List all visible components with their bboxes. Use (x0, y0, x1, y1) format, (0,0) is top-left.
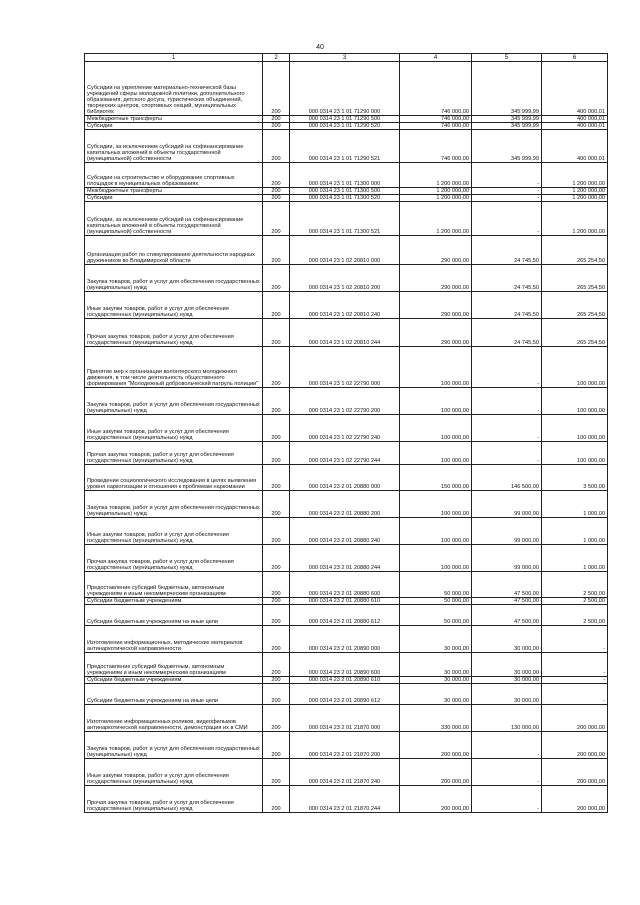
row-executed: 30 000,00 (472, 653, 542, 677)
row-unexecuted: 200 000,00 (542, 705, 608, 732)
row-unexecuted: 100 000,00 (542, 415, 608, 442)
row-unexecuted: 100 000,00 (542, 442, 608, 465)
row-code: 200 (263, 684, 290, 705)
row-code: 200 (263, 62, 290, 116)
row-kbk: 000 0314 23 2 01 20880 240 (290, 518, 400, 545)
row-code: 200 (263, 545, 290, 572)
row-name: Предоставление субсидий бюджетным, автономным учреждениям и иным некоммерческим организациям (85, 653, 263, 677)
row-executed: - (472, 786, 542, 813)
table-row (85, 188, 608, 195)
table-row (85, 545, 608, 572)
row-name: Прочая закупка товаров, работ и услуг для обеспечения государственных (муниципальных) нужд (85, 545, 263, 572)
row-executed: 146 500,00 (472, 465, 542, 491)
row-name: Межбюджетные трансферты (85, 116, 263, 123)
row-approved: 50 000,00 (400, 598, 472, 605)
row-kbk: 000 0314 23 2 01 20880 244 (290, 545, 400, 572)
row-approved: 200 000,00 (400, 786, 472, 813)
row-unexecuted: 1 000,00 (542, 518, 608, 545)
row-executed: 30 000,00 (472, 677, 542, 684)
row-name: Субсидии бюджетным учреждениям (85, 677, 263, 684)
row-executed: 24 745,50 (472, 265, 542, 292)
row-name: Субсидии бюджетным учреждениям на иные цели (85, 605, 263, 626)
row-code: 200 (263, 292, 290, 319)
header-col-5: 5 (472, 54, 542, 62)
row-unexecuted: 100 000,00 (542, 347, 608, 388)
row-unexecuted: 400 000,01 (542, 116, 608, 123)
row-approved: 100 000,00 (400, 491, 472, 518)
row-executed: 24 745,50 (472, 319, 542, 347)
row-approved: 1 200 000,00 (400, 202, 472, 236)
row-kbk: 000 0314 23 2 01 20880 610 (290, 598, 400, 605)
table-row (85, 116, 608, 123)
row-unexecuted: 1 000,00 (542, 491, 608, 518)
table-row (85, 786, 608, 813)
row-kbk: 000 0314 23 2 01 20880 612 (290, 605, 400, 626)
row-name: Изготовление информационных, методических материалов антинаркотической направленности (85, 626, 263, 653)
table-row (85, 62, 608, 116)
row-executed: 345 999,99 (472, 123, 542, 130)
row-code: 200 (263, 705, 290, 732)
row-unexecuted: 100 000,00 (542, 388, 608, 415)
row-code: 200 (263, 465, 290, 491)
row-code: 200 (263, 572, 290, 598)
table-row (85, 292, 608, 319)
row-name: Изготовление информационных роликов, видеофильмов антинаркотической направленности, демонстрация их в СМИ (85, 705, 263, 732)
row-executed: - (472, 388, 542, 415)
row-kbk: 000 0314 23 1 01 71300 521 (290, 202, 400, 236)
row-executed: - (472, 195, 542, 202)
row-executed: - (472, 202, 542, 236)
row-code: 200 (263, 759, 290, 786)
row-name: Принятие мер к организации волонтерского молодежного движения, в том числе деятельность общественного формирования "Молодежный добровольческий патруль полиции" (85, 347, 263, 388)
row-kbk: 000 0314 23 1 02 22790 200 (290, 388, 400, 415)
table-row (85, 465, 608, 491)
row-name: Проведение социологического исследования в целях выявления уровня наркотизации и отношения к проблемам наркомании (85, 465, 263, 491)
row-name: Иные закупки товаров, работ и услуг для обеспечения государственных (муниципальных) нужд (85, 415, 263, 442)
row-name: Субсидии, за исключением субсидий на софинансирование капитальных вложений в объекты государственной (муниципальной) собственности (85, 130, 263, 163)
row-kbk: 000 0314 23 2 01 21870 240 (290, 759, 400, 786)
row-name: Субсидии, за исключением субсидий на софинансирование капитальных вложений в объекты государственной (муниципальной) собственности (85, 202, 263, 236)
row-code: 200 (263, 598, 290, 605)
row-unexecuted: 200 000,00 (542, 732, 608, 759)
row-executed: - (472, 732, 542, 759)
row-name: Иные закупки товаров, работ и услуг для обеспечения государственных (муниципальных) нужд (85, 292, 263, 319)
row-unexecuted: 3 500,00 (542, 465, 608, 491)
row-executed: 24 745,50 (472, 292, 542, 319)
row-approved: 1 200 000,00 (400, 188, 472, 195)
budget-table (84, 53, 608, 813)
row-executed: - (472, 188, 542, 195)
row-kbk: 000 0314 23 2 01 20880 200 (290, 491, 400, 518)
row-executed: 47 500,00 (472, 572, 542, 598)
row-kbk: 000 0314 23 1 02 22790 000 (290, 347, 400, 388)
row-name: Закупка товаров, работ и услуг для обеспечения государственных (муниципальных) нужд (85, 491, 263, 518)
row-executed: - (472, 163, 542, 188)
row-kbk: 000 0314 23 1 01 71290 520 (290, 123, 400, 130)
table-row (85, 347, 608, 388)
row-approved: 200 000,00 (400, 732, 472, 759)
row-unexecuted: 200 000,00 (542, 786, 608, 813)
row-approved: 290 000,00 (400, 319, 472, 347)
table-body (85, 62, 608, 813)
row-name: Иные закупки товаров, работ и услуг для обеспечения государственных (муниципальных) нужд (85, 759, 263, 786)
row-approved: 290 000,00 (400, 265, 472, 292)
row-executed: - (472, 415, 542, 442)
row-approved: 30 000,00 (400, 684, 472, 705)
row-executed: 345 999,99 (472, 116, 542, 123)
row-code: 200 (263, 677, 290, 684)
row-unexecuted: 2 500,00 (542, 572, 608, 598)
table-row (85, 605, 608, 626)
row-unexecuted: 2 500,00 (542, 605, 608, 626)
table-row (85, 677, 608, 684)
row-executed: 30 000,00 (472, 626, 542, 653)
row-executed: 345 999,99 (472, 130, 542, 163)
row-kbk: 000 0314 23 2 01 21870 244 (290, 786, 400, 813)
row-kbk: 000 0314 23 1 01 71300 520 (290, 195, 400, 202)
row-kbk: 000 0314 23 2 01 20890 610 (290, 677, 400, 684)
row-name: Межбюджетные трансферты (85, 188, 263, 195)
table-row (85, 518, 608, 545)
row-kbk: 000 0314 23 2 01 20890 600 (290, 653, 400, 677)
row-code: 200 (263, 188, 290, 195)
row-name: Закупка товаров, работ и услуг для обеспечения государственных (муниципальных) нужд (85, 265, 263, 292)
header-col-3: 3 (290, 54, 400, 62)
row-executed: - (472, 347, 542, 388)
row-kbk: 000 0314 23 1 01 71290 521 (290, 130, 400, 163)
table-row (85, 759, 608, 786)
row-approved: 1 200 000,00 (400, 163, 472, 188)
row-unexecuted: 265 254,50 (542, 236, 608, 265)
row-approved: 100 000,00 (400, 347, 472, 388)
table-row (85, 598, 608, 605)
row-kbk: 000 0314 23 2 01 21870 000 (290, 705, 400, 732)
row-code: 200 (263, 786, 290, 813)
table-row (85, 415, 608, 442)
row-code: 200 (263, 163, 290, 188)
row-executed: - (472, 442, 542, 465)
row-unexecuted: 1 200 000,00 (542, 195, 608, 202)
row-code: 200 (263, 347, 290, 388)
row-kbk: 000 0314 23 1 02 22790 240 (290, 415, 400, 442)
table-row (85, 705, 608, 732)
row-kbk: 000 0314 23 1 02 20810 200 (290, 265, 400, 292)
table-row (85, 653, 608, 677)
table-row (85, 319, 608, 347)
row-name: Субсидии бюджетным учреждениям на иные цели (85, 684, 263, 705)
row-approved: 100 000,00 (400, 415, 472, 442)
table-row (85, 265, 608, 292)
row-approved: 100 000,00 (400, 518, 472, 545)
row-unexecuted: 200 000,00 (542, 759, 608, 786)
row-name: Субсидии на строительство и оборудование спортивных площадок в муниципальных образованиях (85, 163, 263, 188)
row-unexecuted: 265 254,50 (542, 265, 608, 292)
row-unexecuted: 1 000,00 (542, 545, 608, 572)
row-kbk: 000 0314 23 1 01 71300 000 (290, 163, 400, 188)
row-unexecuted: - (542, 653, 608, 677)
row-kbk: 000 0314 23 1 01 71290 000 (290, 62, 400, 116)
table-row (85, 202, 608, 236)
row-code: 200 (263, 491, 290, 518)
row-name: Организация работ по стимулированию деятельности народных дружинников во Владимирской области (85, 236, 263, 265)
row-code: 200 (263, 195, 290, 202)
row-kbk: 000 0314 23 1 02 20810 240 (290, 292, 400, 319)
row-kbk: 000 0314 23 2 01 20890 000 (290, 626, 400, 653)
row-code: 200 (263, 123, 290, 130)
table-row (85, 130, 608, 163)
table-row (85, 123, 608, 130)
row-unexecuted: 265 254,50 (542, 292, 608, 319)
row-approved: 50 000,00 (400, 605, 472, 626)
row-name: Закупка товаров, работ и услуг для обеспечения государственных (муниципальных) нужд (85, 388, 263, 415)
row-unexecuted: 1 200 000,00 (542, 202, 608, 236)
row-code: 200 (263, 518, 290, 545)
row-unexecuted: 400 000,01 (542, 62, 608, 116)
row-code: 200 (263, 605, 290, 626)
row-name: Субсидии на укрепление материально-технической базы учреждений сферы молодежной политики, дополнительного образования, детского досуга, туристических объединений, творческих центров, спортивных секций, муниципальных библиотек (85, 62, 263, 116)
row-code: 200 (263, 388, 290, 415)
row-unexecuted: 2 500,00 (542, 598, 608, 605)
row-unexecuted: 265 254,50 (542, 319, 608, 347)
row-unexecuted: - (542, 677, 608, 684)
row-executed: 99 000,00 (472, 491, 542, 518)
row-kbk: 000 0314 23 1 01 71300 500 (290, 188, 400, 195)
row-unexecuted: 400 000,01 (542, 130, 608, 163)
row-code: 200 (263, 265, 290, 292)
row-kbk: 000 0314 23 2 01 20880 600 (290, 572, 400, 598)
row-approved: 290 000,00 (400, 236, 472, 265)
table-row (85, 195, 608, 202)
header-row (85, 54, 608, 62)
table-row (85, 388, 608, 415)
row-executed: 30 000,00 (472, 684, 542, 705)
row-unexecuted: 1 200 000,00 (542, 163, 608, 188)
row-kbk: 000 0314 23 1 02 20810 244 (290, 319, 400, 347)
row-unexecuted: - (542, 684, 608, 705)
row-executed: 47 500,00 (472, 598, 542, 605)
header-col-6: 6 (542, 54, 608, 62)
row-unexecuted: 1 200 000,00 (542, 188, 608, 195)
row-executed: 130 000,00 (472, 705, 542, 732)
table-row (85, 732, 608, 759)
row-code: 200 (263, 202, 290, 236)
row-approved: 100 000,00 (400, 442, 472, 465)
row-code: 200 (263, 415, 290, 442)
header-col-4: 4 (400, 54, 472, 62)
row-approved: 746 000,00 (400, 123, 472, 130)
row-name: Субсидии бюджетным учреждениям (85, 598, 263, 605)
row-code: 200 (263, 319, 290, 347)
row-approved: 30 000,00 (400, 677, 472, 684)
page-number: 40 (316, 44, 324, 51)
row-kbk: 000 0314 23 1 02 20810 000 (290, 236, 400, 265)
table-row (85, 626, 608, 653)
table-row (85, 236, 608, 265)
header-col-2: 2 (263, 54, 290, 62)
row-executed: 24 745,50 (472, 236, 542, 265)
row-approved: 746 000,00 (400, 130, 472, 163)
row-code: 200 (263, 130, 290, 163)
row-code: 200 (263, 442, 290, 465)
row-approved: 100 000,00 (400, 545, 472, 572)
table-row (85, 442, 608, 465)
row-name: Закупка товаров, работ и услуг для обеспечения государственных (муниципальных) нужд (85, 732, 263, 759)
table-row (85, 572, 608, 598)
row-executed: 345 999,99 (472, 62, 542, 116)
row-unexecuted: 400 000,01 (542, 123, 608, 130)
row-kbk: 000 0314 23 2 01 20880 000 (290, 465, 400, 491)
table-row (85, 491, 608, 518)
row-code: 200 (263, 732, 290, 759)
row-kbk: 000 0314 23 2 01 20890 612 (290, 684, 400, 705)
row-code: 200 (263, 236, 290, 265)
table-row (85, 684, 608, 705)
header-col-1: 1 (85, 54, 263, 62)
row-kbk: 000 0314 23 1 01 71290 500 (290, 116, 400, 123)
row-name: Иные закупки товаров, работ и услуг для обеспечения государственных (муниципальных) нужд (85, 518, 263, 545)
row-name: Прочая закупка товаров, работ и услуг для обеспечения государственных (муниципальных) нужд (85, 786, 263, 813)
table-row (85, 163, 608, 188)
row-name: Субсидии (85, 195, 263, 202)
row-approved: 150 000,00 (400, 465, 472, 491)
row-approved: 1 200 000,00 (400, 195, 472, 202)
row-name: Прочая закупка товаров, работ и услуг для обеспечения государственных (муниципальных) нужд (85, 442, 263, 465)
row-kbk: 000 0314 23 1 02 22790 244 (290, 442, 400, 465)
row-approved: 50 000,00 (400, 572, 472, 598)
row-code: 200 (263, 626, 290, 653)
row-approved: 746 000,00 (400, 116, 472, 123)
row-approved: 30 000,00 (400, 626, 472, 653)
row-approved: 746 000,00 (400, 62, 472, 116)
row-executed: 99 000,00 (472, 518, 542, 545)
row-approved: 290 000,00 (400, 292, 472, 319)
row-name: Прочая закупка товаров, работ и услуг для обеспечения государственных (муниципальных) нужд (85, 319, 263, 347)
row-executed: - (472, 759, 542, 786)
row-approved: 100 000,00 (400, 388, 472, 415)
row-name: Субсидии (85, 123, 263, 130)
row-kbk: 000 0314 23 2 01 21870 200 (290, 732, 400, 759)
row-executed: 99 000,00 (472, 545, 542, 572)
row-approved: 30 000,00 (400, 653, 472, 677)
row-code: 200 (263, 653, 290, 677)
row-approved: 200 000,00 (400, 759, 472, 786)
row-unexecuted: - (542, 626, 608, 653)
row-approved: 330 000,00 (400, 705, 472, 732)
row-code: 200 (263, 116, 290, 123)
row-name: Предоставление субсидий бюджетным, автономным учреждениям и иным некоммерческим организациям (85, 572, 263, 598)
row-executed: 47 500,00 (472, 605, 542, 626)
